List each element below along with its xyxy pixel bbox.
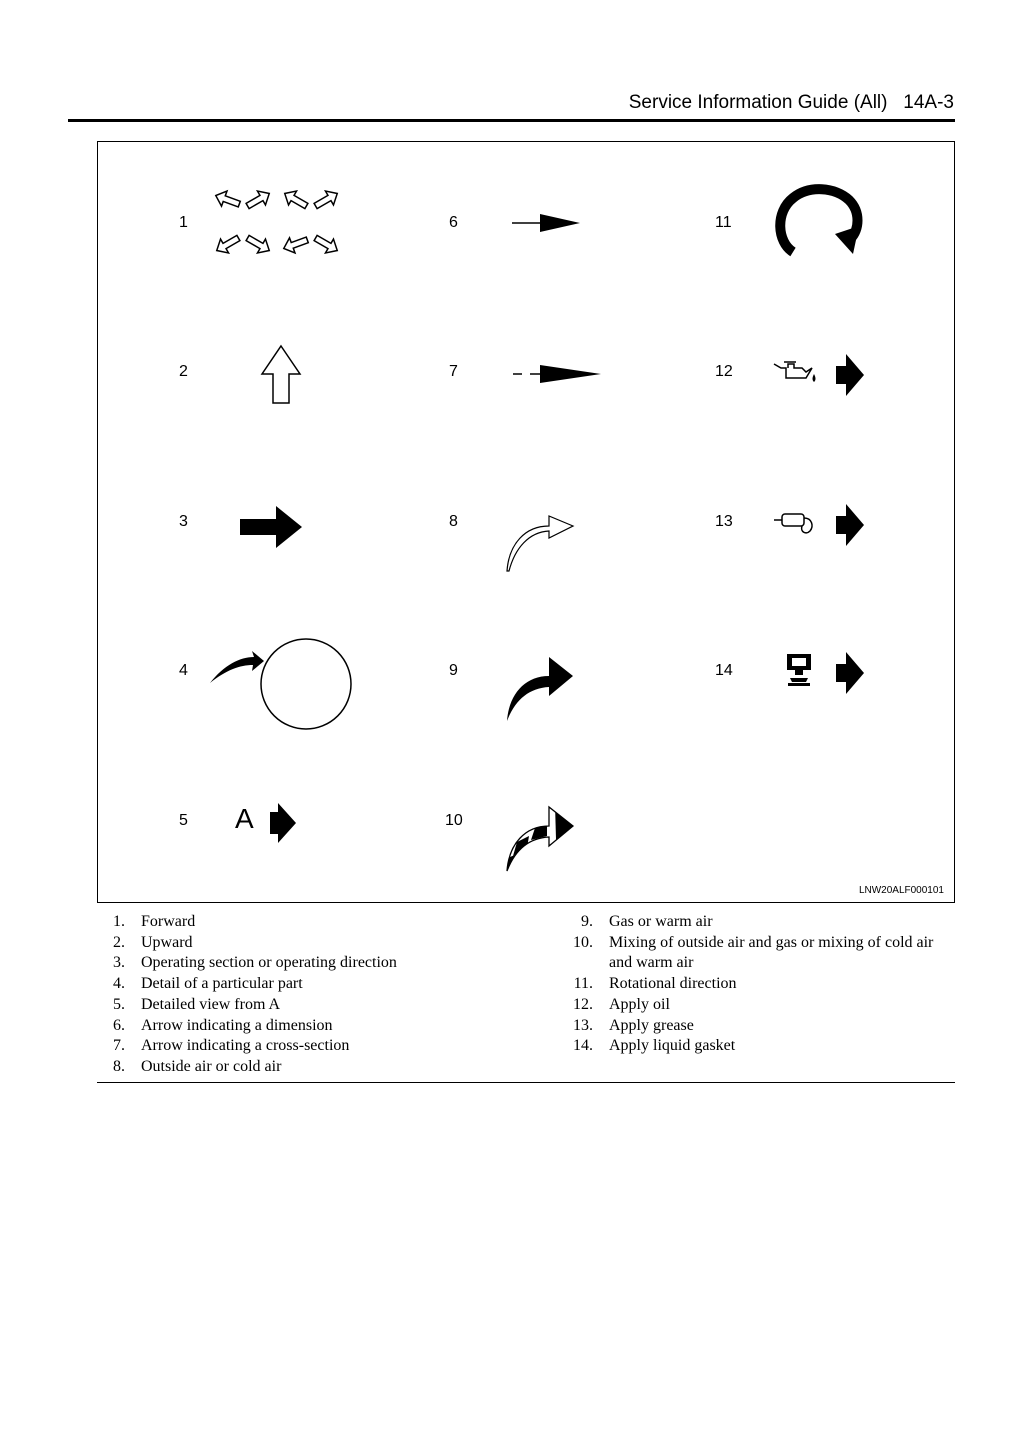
legend-item (97, 1036, 537, 1057)
legend-item-text: Apply liquid gasket (609, 1037, 736, 1055)
legend-item-number: 1. (113, 913, 125, 930)
legend-item-number: 10. (573, 933, 593, 951)
detailed-view-arrow-icon (268, 802, 298, 844)
legend-item-number: 12. (573, 995, 593, 1013)
apply-oil-arrow-icon (834, 352, 866, 398)
legend-item (565, 933, 955, 974)
legend-item-number: 4. (113, 975, 125, 993)
forward-arrows-icon (208, 182, 358, 262)
symbol-number-3: 3 (179, 513, 188, 530)
legend-item (97, 995, 537, 1016)
legend-item-number: 7. (113, 1037, 125, 1055)
cross-section-arrow-icon (510, 361, 604, 387)
symbol-number-10: 10 (445, 812, 463, 829)
legend-item (97, 1016, 537, 1037)
legend-item-text: Arrow indicating a cross-section (141, 1037, 350, 1055)
symbol-number-8: 8 (449, 513, 458, 530)
symbol-number-11: 11 (715, 214, 732, 231)
footer-rule (97, 1082, 955, 1083)
legend-item-number: 6. (113, 1016, 125, 1034)
legend-item (97, 1057, 537, 1078)
legend-item (97, 953, 537, 974)
legend-item-text: Apply oil (609, 995, 670, 1013)
upward-arrow-icon (260, 344, 302, 406)
legend-item-text: Outside air or cold air (141, 1057, 282, 1075)
legend-item-number: 2. (113, 933, 125, 951)
liquid-gasket-icon (784, 652, 814, 688)
legend-item (565, 1036, 955, 1057)
mixed-air-arrow-icon (503, 804, 578, 874)
rotational-direction-icon (773, 182, 863, 260)
legend-item-text: Gas or warm air (609, 913, 713, 930)
symbol-number-7: 7 (449, 363, 458, 380)
legend-item-text: Mixing of outside air and gas or mixing of cold air and warm air (609, 933, 934, 972)
grease-tube-icon (772, 504, 818, 538)
header-rule (68, 119, 955, 122)
symbol-number-4: 4 (179, 662, 188, 679)
legend-left (97, 912, 537, 1078)
outside-air-arrow-icon (503, 504, 578, 574)
symbol-number-2: 2 (179, 363, 188, 380)
legend-item-text: Arrow indicating a dimension (141, 1016, 333, 1034)
apply-grease-arrow-icon (834, 502, 866, 548)
legend-item (565, 995, 955, 1016)
apply-gasket-arrow-icon (834, 650, 866, 696)
symbols-figure (97, 141, 955, 903)
legend-item-number: 3. (113, 954, 125, 972)
legend-item (565, 912, 955, 933)
legend-item-text: Forward (141, 913, 196, 930)
operating-direction-arrow-icon (238, 504, 306, 550)
legend-item-number: 5. (113, 995, 125, 1013)
legend-item-number: 11. (573, 975, 593, 993)
legend-item-number: 13. (573, 1016, 593, 1034)
legend-item-text: Upward (141, 933, 193, 951)
legend-item-text: Detail of a particular part (141, 975, 303, 993)
figure-id: LNW20ALF000101 (858, 885, 944, 896)
symbol-number-9: 9 (449, 662, 458, 679)
legend-item-number: 9. (581, 913, 593, 930)
legend-right (565, 912, 955, 1057)
legend-item-number: 8. (113, 1057, 125, 1075)
legend-item-text: Rotational direction (609, 975, 737, 993)
symbol-number-5: 5 (179, 812, 188, 829)
legend-item-text: Detailed view from A (141, 995, 281, 1013)
legend-item (565, 974, 955, 995)
symbol-number-6: 6 (449, 214, 458, 231)
symbol-number-1: 1 (179, 214, 188, 231)
page-header-title: Service Information Guide (All) 14A-3 (628, 92, 954, 113)
legend-item (565, 1016, 955, 1037)
gas-warm-air-arrow-icon (503, 654, 578, 724)
oil-can-icon (772, 352, 818, 386)
legend-item (97, 912, 537, 933)
symbol-number-12: 12 (715, 363, 733, 380)
detail-view-circle-icon (206, 637, 356, 732)
symbol-5-letter: A (235, 803, 254, 834)
legend-item-number: 14. (573, 1037, 593, 1055)
symbol-number-14: 14 (715, 662, 733, 679)
dimension-arrow-icon (510, 210, 582, 236)
symbol-number-13: 13 (715, 513, 733, 530)
legend-item-text: Operating section or operating direction (141, 954, 397, 972)
legend-item (97, 933, 537, 954)
legend-item-text: Apply grease (609, 1016, 694, 1034)
legend-item (97, 974, 537, 995)
